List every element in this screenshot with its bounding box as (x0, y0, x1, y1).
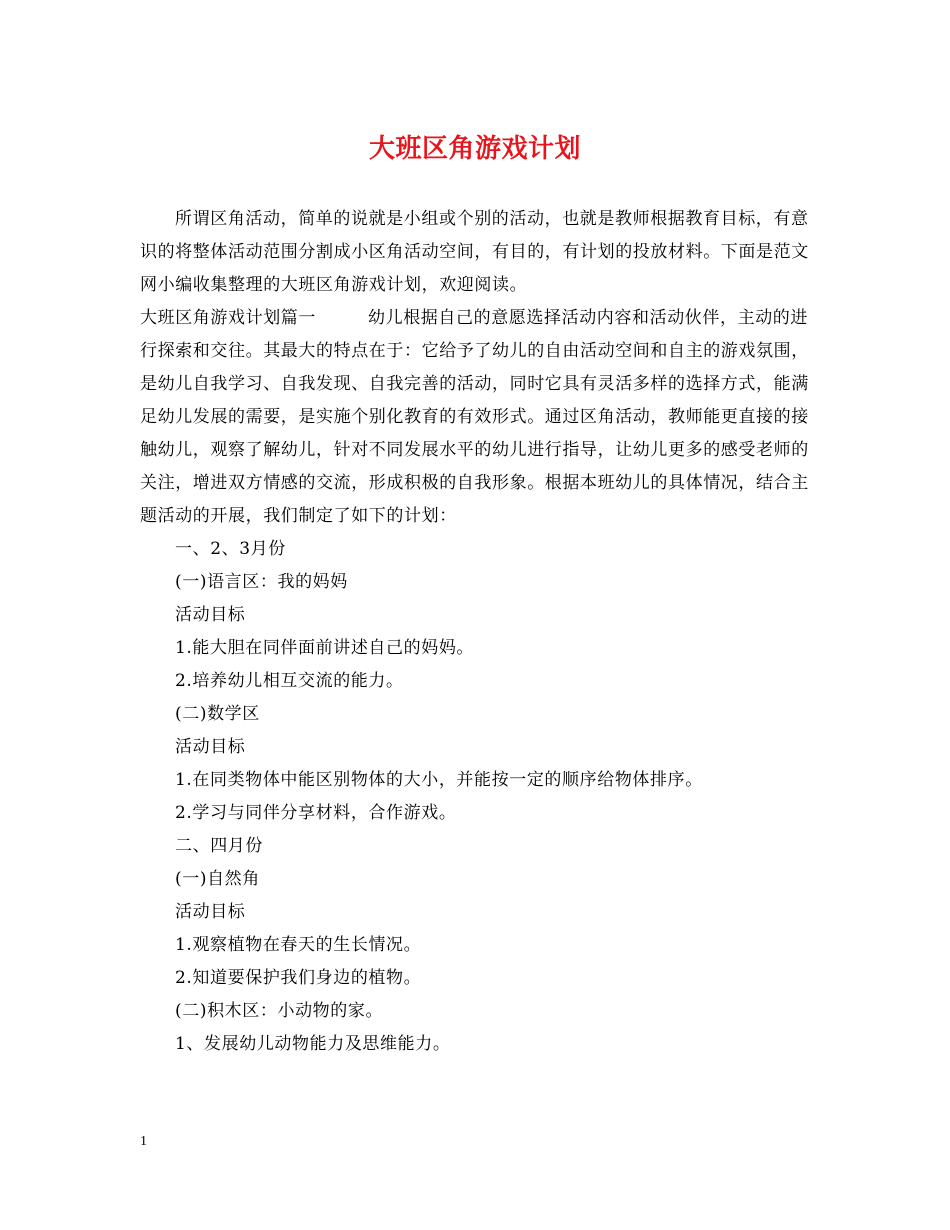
list-item: (一)自然角 (175, 869, 260, 889)
list-item: 活动目标 (175, 737, 246, 757)
document-body (140, 203, 812, 1061)
list-item: (一)语言区：我的妈妈 (175, 572, 348, 592)
list-item: 1.观察植物在春天的生长情况。 (175, 935, 422, 955)
list-item: 1、发展幼儿动物能力及思维能力。 (175, 1034, 451, 1054)
list-item: 一、2、3月份 (175, 539, 286, 559)
list-item: 2.学习与同伴分享材料，合作游戏。 (175, 803, 457, 823)
intro-paragraph: 所谓区角活动，简单的说就是小组或个别的活动，也就是教师根据教育目标，有意识的将整体活动范围分割成小区角活动空间，有目的，有计划的投放材料。下面是范文网小编收集整理的大班区角游戏计划，欢迎阅读。 (140, 209, 809, 295)
page-number: 1 (140, 1134, 147, 1149)
section-paragraph (140, 302, 812, 533)
list-item: 二、四月份 (175, 836, 263, 856)
document-title: 大班区角游戏计划 (368, 134, 581, 164)
list-item: 1.在同类物体中能区别物体的大小，并能按一定的顺序给物体排序。 (175, 770, 703, 790)
list-item: 活动目标 (175, 605, 246, 625)
list-item: 2.知道要保护我们身边的植物。 (175, 968, 422, 988)
list-item: 1.能大胆在同伴面前讲述自己的妈妈。 (175, 638, 475, 658)
section-heading: 大班区角游戏计划篇一 (140, 308, 316, 328)
list-item: (二)积木区：小动物的家。 (175, 1001, 384, 1021)
list-item: 活动目标 (175, 902, 246, 922)
list-item: 2.培养幼儿相互交流的能力。 (175, 671, 404, 691)
section-body: 幼儿根据自己的意愿选择活动内容和活动伙伴，主动的进行探索和交往。其最大的特点在于：它给予了幼儿的自由活动空间和自主的游戏氛围，是幼儿自我学习、自我发现、自我完善的活动，同时它具有灵活多样的选择方式，能满足幼儿发展的需要，是实施个别化教育的有效形式。通过区角活动，教师能更直接的接触幼儿，观察了解幼儿，针对不同发展水平的幼儿进行指导，让幼儿更多的感受老师的关注，增进双方情感的交流，形成积极的自我形象。根据本班幼儿的具体情况，结合主题活动的开展，我们制定了如下的计划： (140, 308, 809, 526)
list-item: (二)数学区 (175, 704, 260, 724)
